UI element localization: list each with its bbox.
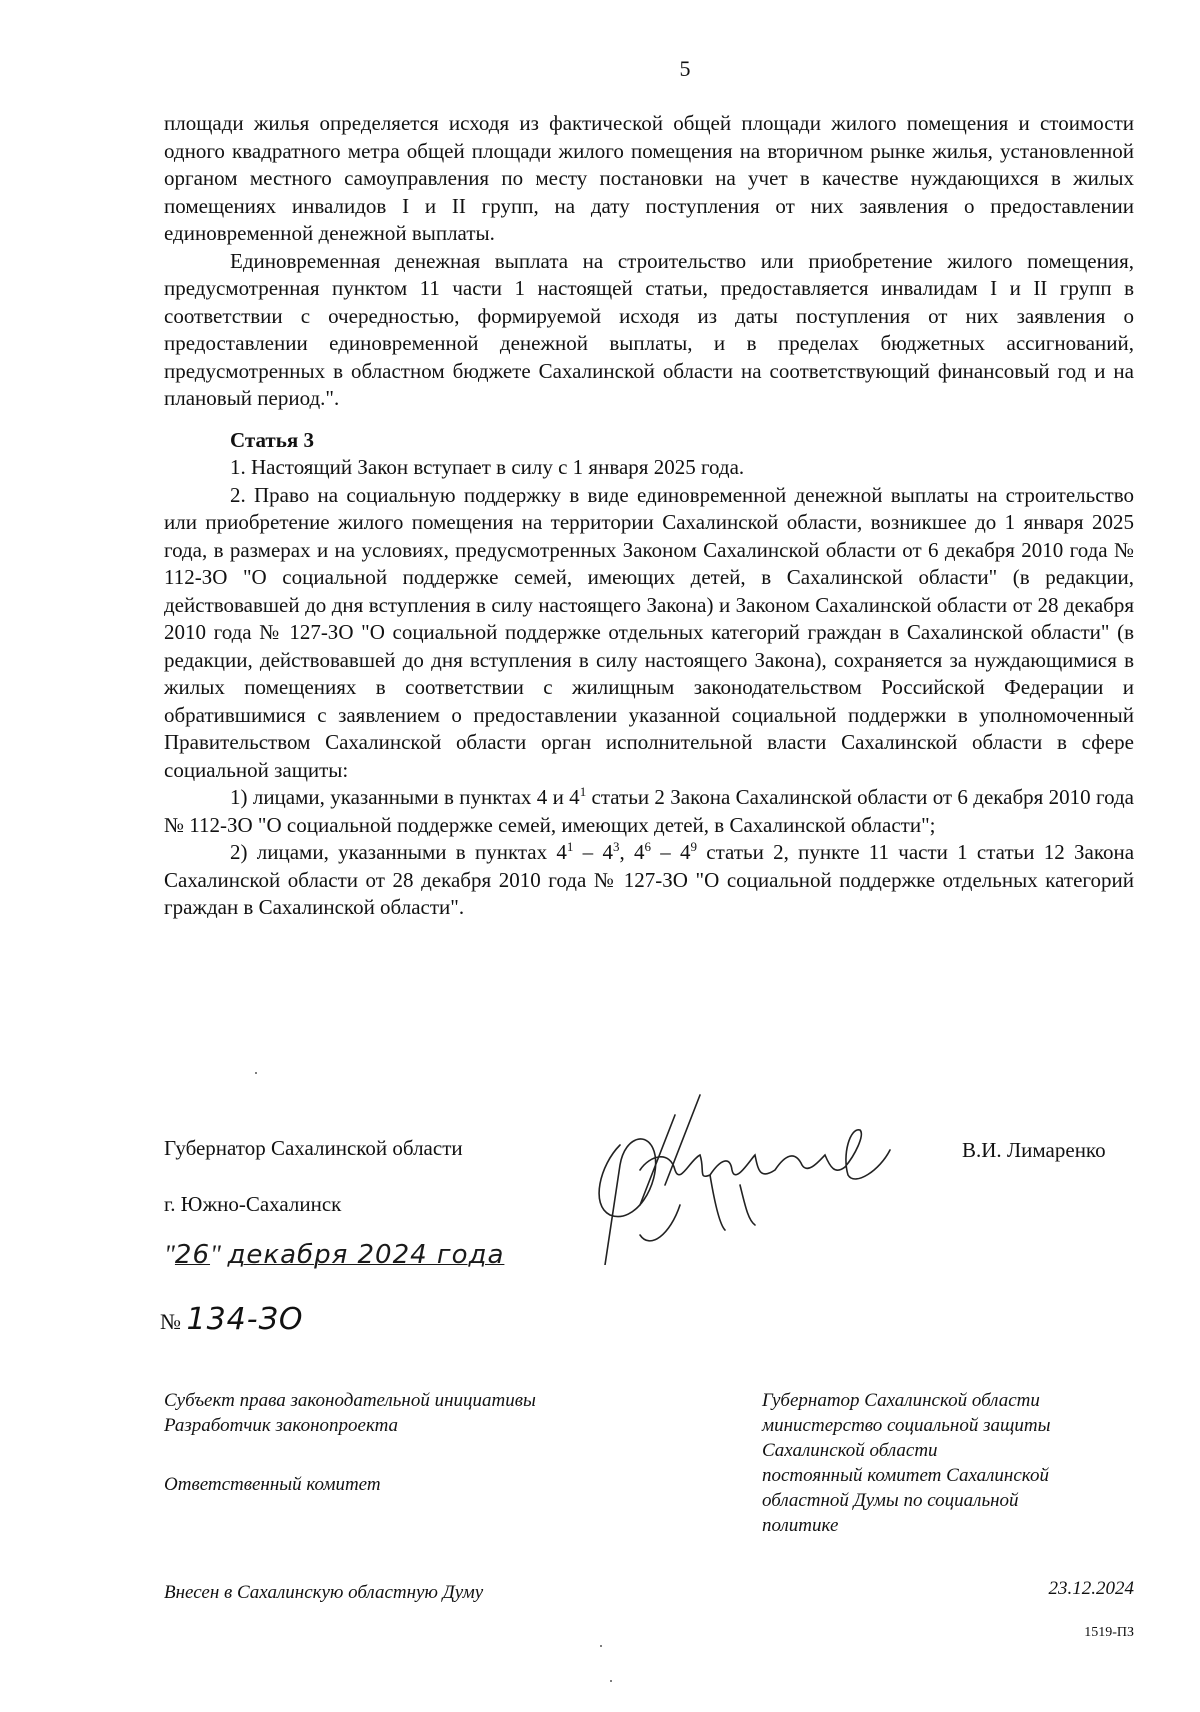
subject-value: Губернатор Сахалинской области министерство социальной защиты Сахалинской области постоянный комитет Сахалинской областной Думы по социальной политике xyxy=(762,1390,1051,1536)
submitted-label: Внесен в Сахалинскую областную Думу xyxy=(164,1582,484,1603)
committee-label: Ответственный комитет xyxy=(164,1474,381,1495)
paragraph-3: 1. Настоящий Закон вступает в силу с 1 января 2025 года. xyxy=(230,455,745,479)
paragraph-5: 1) лицами, указанными в пунктах 4 и $4^1$ статьи 2 Закона Сахалинской области от 6 декабря 2010 года № 112-ЗО "О социальной поддержке семей, имеющих детей, в Сахалинской области"; xyxy=(164,784,1135,837)
paragraph-1: площади жилья определяется исходя из фактической общей площади жилого помещения и стоимости одного квадратного метра общей площади жилого помещения на вторичном рынке жилья, установленной органом местного самоуправления по месту постановки на учет в качестве нуждающихся в жилых помещениях инвалидов I и II групп, на дату поступления от них заявления о предоставлении единовременной денежной выплаты. xyxy=(164,111,1134,245)
signing-date: "26" декабря 2024 года xyxy=(164,1240,505,1270)
paragraph-6: 2) лицами, указанными в пунктах $4^1 - 4^3$, $4^6 - 4^9$ статьи 2, пункте 11 части 1 статьи 12 Закона Сахалинской области от 28 декабря 2010 года № 127-ЗО "О социальной поддержке отдельных категорий граждан в Сахалинской области". xyxy=(164,839,1135,919)
subject-label: Субъект права законодательной инициативы xyxy=(164,1390,536,1411)
handwritten-signature xyxy=(580,1075,930,1265)
document-body xyxy=(164,110,1134,922)
city-name: г. Южно-Сахалинск xyxy=(164,1192,342,1216)
page-number: 5 xyxy=(679,56,691,81)
paragraph-2: Единовременная денежная выплата на строительство или приобретение жилого помещения, предусмотренная пунктом 11 части 1 настоящей статьи, предоставляется инвалидам I и II групп в соответствии с очередностью, формируемой исходя из даты поступления от них заявления о предоставлении единовременной денежной выплаты, и в пределах бюджетных ассигнований, предусмотренных в областном бюджете Сахалинской области на соответствующий финансовый год и на плановый период.". xyxy=(164,248,1134,410)
law-number: № 134-ЗО xyxy=(160,1302,304,1337)
governor-name: В.И. Лимаренко xyxy=(962,1138,1106,1162)
paragraph-4: 2. Право на социальную поддержку в виде единовременной денежной выплаты на строительство или приобретение жилого помещения на территории Сахалинской области, возникшее до 1 января 2025 года, в размерах и на условиях, предусмотренных Законом Сахалинской области от 6 декабря 2010 года № 112-ЗО "О социальной поддержке семей, имеющих детей, в Сахалинской области" (в редакции, действовавшей до дня вступления в силу настоящего Закона) и Законом Сахалинской области от 28 декабря 2010 года № 127-ЗО "О социальной поддержке отдельных категорий граждан в Сахалинской области" (в редакции, действовавшей до дня вступления в силу настоящего Закона), сохраняется за нуждающимися в жилых помещениях в соответствии с жилищным законодательством Российской Федерации и обратившимися с заявлением о предоставлении указанной социальной поддержки в уполномоченный Правительством Сахалинской области орган исполнительной власти Сахалинской области в сфере социальной защиты: xyxy=(164,482,1134,782)
governor-title: Губернатор Сахалинской области xyxy=(164,1136,463,1160)
developer-label: Разработчик законопроекта xyxy=(164,1415,399,1436)
submitted-date: 23.12.2024 xyxy=(1048,1578,1134,1599)
document-code: 1519-ПЗ xyxy=(1084,1625,1134,1640)
article-heading: Статья 3 xyxy=(230,427,314,452)
